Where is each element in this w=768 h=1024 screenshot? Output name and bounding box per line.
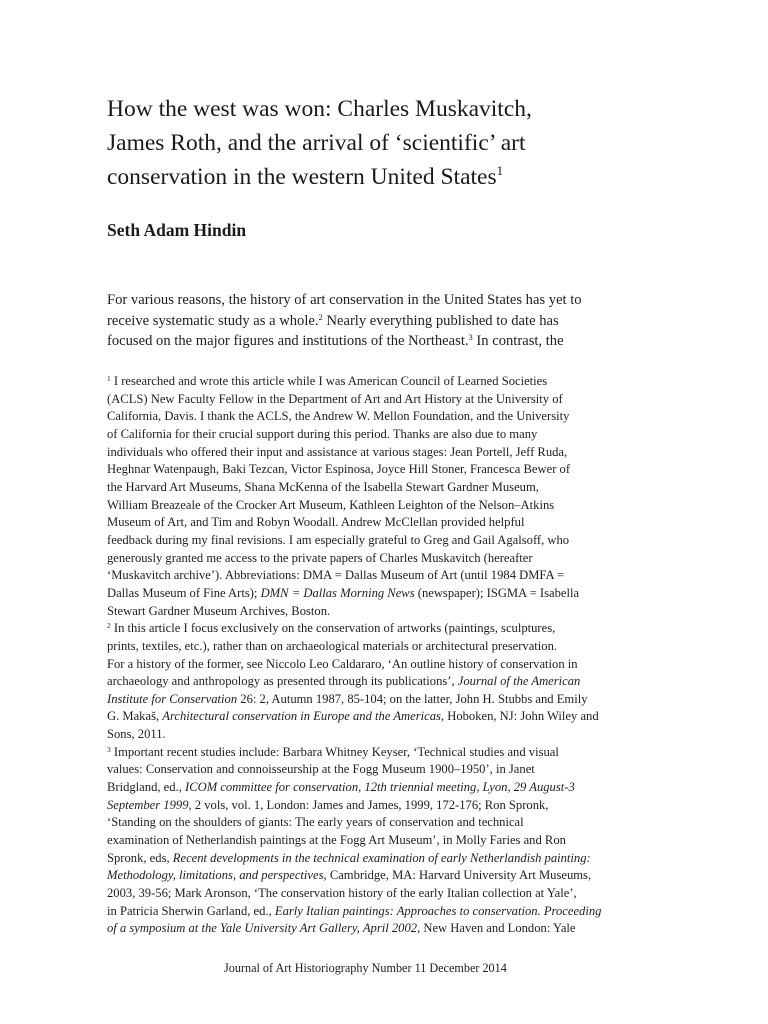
footnote-text: archaeology and anthropology as presented through its publications’, xyxy=(107,674,458,689)
footnote-line xyxy=(107,479,627,497)
footnote-text: I researched and wrote this article while I was American Council of Learned Societies xyxy=(110,374,548,388)
body-paragraph xyxy=(107,290,627,352)
footnote-line xyxy=(107,603,627,621)
footnote-italic-text: Methodology, limitations, and perspectives xyxy=(107,868,324,883)
footnote-text: individuals who offered their input and assistance at various stages: Jean Portell, Jeff Ruda, xyxy=(107,444,568,459)
footnote-line xyxy=(107,903,627,921)
footnote-text: values: Conservation and connoisseurship at the Fogg Museum 1900–1950’, in Janet xyxy=(107,762,535,777)
footnote-number: 3 xyxy=(107,744,111,754)
footnote-line xyxy=(107,850,627,868)
footnote-line xyxy=(107,885,627,903)
footnote-number: 1 xyxy=(107,374,111,383)
footnote-text: ‘Standing on the shoulders of giants: The early years of conservation and technical xyxy=(107,815,524,830)
footnote-line xyxy=(107,832,627,850)
body-line-text: focused on the major figures and institutions of the Northeast. xyxy=(107,333,469,349)
article-title xyxy=(107,92,627,194)
footnote-text: California, Davis. I thank the ACLS, the Andrew W. Mellon Foundation, and the University xyxy=(107,409,570,424)
footnote-number: 2 xyxy=(107,621,111,631)
footnote-text: 26: 2, Autumn 1987, 85-104; on the latter, John H. Stubbs and Emily xyxy=(237,691,588,706)
footnote-italic-text: Journal of the American xyxy=(457,674,581,689)
footnote-text: In this article I focus exclusively on the conservation of artworks (paintings, sculptures, xyxy=(110,621,556,636)
footnote-ref-3[interactable]: 3 xyxy=(468,332,473,342)
footnote-italic-text: September 1999 xyxy=(107,797,189,812)
author-name: Seth Adam Hindin xyxy=(107,220,247,240)
footnote-line xyxy=(107,691,627,709)
footnote-line xyxy=(107,761,627,779)
footnote-ref-2[interactable]: 2 xyxy=(318,311,323,322)
journal-footer: Journal of Art Historiography Number 11 December 2014 xyxy=(224,961,507,975)
footnote-text: generously granted me access to the private papers of Charles Muskavitch (hereafter xyxy=(107,550,533,565)
footnote-text: , Cambridge, MA: Harvard University Art Museums, xyxy=(323,868,592,883)
footnote-line xyxy=(107,408,627,426)
footnote-text: , Hoboken, NJ: John Wiley and xyxy=(440,709,599,724)
footnote-line xyxy=(107,461,627,479)
footnote-line xyxy=(107,620,627,638)
footnote-text: prints, textiles, etc.), rather than on archaeological materials or architectural preservation. xyxy=(107,638,558,653)
footnote-text: in Patricia Sherwin Garland, ed., xyxy=(107,903,275,918)
footnote-italic-text: Recent developments in the technical examination of early Netherlandish painting: xyxy=(172,850,591,865)
body-line xyxy=(107,311,627,332)
footnote-line xyxy=(107,920,627,938)
footnote-italic-text: of a symposium at the Yale University Art Gallery, April 2002 xyxy=(107,921,418,936)
title-line-1: How the west was won: Charles Muskavitch, xyxy=(107,96,532,122)
footnote-line xyxy=(107,814,627,832)
title-line-2: James Roth, and the arrival of ‘scientific’ art xyxy=(107,130,526,156)
footnote-line xyxy=(107,497,627,515)
footnote-text: the Harvard Art Museums, Shana McKenna of the Isabella Stewart Gardner Museum, xyxy=(107,479,539,494)
footnote-italic-text: Architectural conservation in Europe and the Americas xyxy=(162,709,441,724)
footnote-italic-text: Institute for Conservation xyxy=(107,691,238,706)
footnote-italic-text: DMN = Dallas Morning News xyxy=(260,585,415,600)
footnote-line xyxy=(107,708,627,726)
footnote-line xyxy=(107,550,627,568)
footnote-line xyxy=(107,867,627,885)
footnote-line xyxy=(107,744,627,762)
footnote-text: Spronk, eds, xyxy=(107,850,173,865)
footnote-line xyxy=(107,514,627,532)
footnote-text: G. Makaš, xyxy=(107,709,163,724)
footnote-line xyxy=(107,567,627,585)
title-footnote-marker[interactable]: 1 xyxy=(496,163,504,178)
body-line-text: receive systematic study as a whole. xyxy=(107,312,319,329)
footnote-line xyxy=(107,585,627,603)
footnote-italic-text: ICOM committee for conservation, 12th triennial meeting, Lyon, 29 August-3 xyxy=(185,780,575,795)
footnote-text: Museum of Art, and Tim and Robyn Woodall. Andrew McClellan provided helpful xyxy=(107,515,525,530)
body-line-text: In contrast, the xyxy=(472,333,564,349)
footnote-italic-text: Early Italian paintings: Approaches to conservation. Proceeding xyxy=(274,903,602,918)
title-line-3: conservation in the western United States xyxy=(107,164,497,190)
footnote-text: Dallas Museum of Fine Arts); xyxy=(107,585,261,600)
footnote-line xyxy=(107,373,627,391)
footnotes-section xyxy=(107,373,627,938)
footnote-line xyxy=(107,532,627,550)
footnote-text: For a history of the former, see Niccolo Leo Caldararo, ‘An outline history of conservation in xyxy=(107,656,578,671)
footnote-text: , New Haven and London: Yale xyxy=(417,921,576,936)
footnote-text: Heghnar Watenpaugh, Baki Tezcan, Victor Espinosa, Joyce Hill Stoner, Francesca Bewer of xyxy=(107,462,571,477)
body-line-text: Nearly everything published to date has xyxy=(322,312,559,329)
footnote-text: William Breazeale of the Crocker Art Museum, Kathleen Leighton of the Nelson–Atkins xyxy=(107,497,555,512)
footnote-text: of California for their crucial support during this period. Thanks are also due to many xyxy=(107,426,538,441)
footnote-text: Bridgland, ed., xyxy=(107,780,185,795)
footnote-text: Stewart Gardner Museum Archives, Boston. xyxy=(107,603,331,618)
footnote-text: feedback during my final revisions. I am especially grateful to Greg and Gail Agalsoff, who xyxy=(107,532,570,547)
body-line xyxy=(107,290,627,311)
footnote-text: 2003, 39-56; Mark Aronson, ‘The conservation history of the early Italian collection at Yale’, xyxy=(107,886,577,901)
footnote-line xyxy=(107,797,627,815)
footnote-text: Important recent studies include: Barbara Whitney Keyser, ‘Technical studies and visual xyxy=(110,744,559,759)
footnote-line xyxy=(107,779,627,797)
footnote-line xyxy=(107,444,627,462)
footnote-text: (ACLS) New Faculty Fellow in the Department of Art and Art History at the University of xyxy=(107,391,563,406)
footnote-text: , 2 vols, vol. 1, London: James and James, 1999, 172-176; Ron Spronk, xyxy=(188,797,549,812)
body-line xyxy=(107,331,627,352)
footnote-text: (newspaper); ISGMA = Isabella xyxy=(414,585,580,600)
footnote-text: Sons, 2011. xyxy=(107,727,166,742)
footnote-text: examination of Netherlandish paintings at the Fogg Art Museum’, in Molly Faries and Ron xyxy=(107,833,566,848)
footnote-line xyxy=(107,673,627,691)
footnote-text: ‘Muskavitch archive’). Abbreviations: DMA = Dallas Museum of Art (until 1984 DMFA = xyxy=(107,568,565,583)
footnote-line xyxy=(107,656,627,674)
footnote-line xyxy=(107,426,627,444)
footnote-line xyxy=(107,638,627,656)
footnote-line xyxy=(107,391,627,409)
body-line-text: For various reasons, the history of art conservation in the United States has yet to xyxy=(107,292,582,308)
footnote-line xyxy=(107,726,627,744)
